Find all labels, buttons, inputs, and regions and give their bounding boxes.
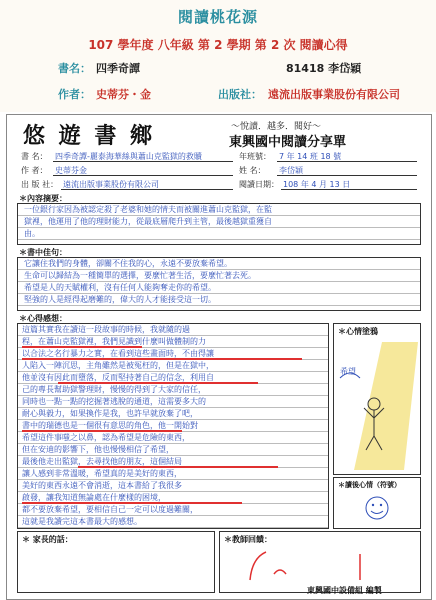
sheet-publisher-label: 出 版 社：: [21, 180, 59, 189]
mood-label: ＊讀後心情（符號）: [338, 481, 401, 489]
sheet-class-label: 年班號：: [239, 152, 271, 161]
reflection-line: 啟發，讓我知道無論處在什麼樣的困境，: [22, 493, 166, 502]
worksheet-logo: 悠 遊 書 鄉: [23, 124, 155, 149]
sheet-book-label: 書 名：: [21, 152, 48, 161]
reflection-line: 這篇其實我在讀這一段故事的時候，我就隨的過: [22, 325, 190, 334]
reflection-line: 這就是我讀完這本書最大的感想。: [22, 517, 142, 526]
teacher-underline: [78, 466, 278, 468]
quote-line: 它讓住我們的身體，卻關不住我的心，永遠不要放棄希望。: [24, 259, 232, 268]
worksheet-title: 東興國中閱讀分享單: [229, 135, 347, 150]
reflection-line: 但在安迪的影響下，他也慢慢相信了希望，: [22, 445, 174, 454]
book-title: 四季奇譚: [96, 62, 140, 75]
teacher-label: ＊教師回饋：: [224, 535, 272, 544]
summary-label: ＊內容摘要：: [19, 194, 67, 203]
sheet-publisher-value: 遠流出版事業股份有限公司: [63, 180, 159, 189]
quotes-box: [17, 257, 421, 311]
header-banner: [0, 0, 436, 112]
reflection-line: 美好的東西永遠不會消逝，這本書給了我很多: [22, 481, 182, 490]
sheet-author-value: 史蒂芬金: [55, 166, 87, 175]
parent-box: [17, 531, 215, 593]
sheet-name-value: 李岱穎: [279, 166, 303, 175]
sheet-date-label: 閱讀日期：: [239, 180, 279, 189]
teacher-underline: [22, 346, 142, 348]
sheet-name-label: 姓 名：: [239, 166, 266, 175]
doodle-label: ＊心情塗鴉: [338, 327, 378, 336]
reflection-line: 程，在蕭山克監獄裡，我們見識到什麼叫做體制的力: [22, 337, 206, 346]
teacher-underline: [22, 358, 302, 360]
underline: [277, 161, 417, 162]
sheet-author-label: 作 者：: [21, 166, 48, 175]
publisher-name: 遠流出版事業股份有限公司: [268, 88, 400, 101]
doodle-box: [333, 323, 421, 475]
reflection-line: 人陷入一陣沉思，主角雖然是被冤枉的，但是在獄中，: [22, 361, 214, 370]
sheet-book-value: 四季奇譚-麗泰海華絲與蕭山克監獄的救贖: [55, 152, 202, 161]
reflection-line: 他並沒有因此而墮落，反而堅持著自己的信念，利用自: [22, 373, 214, 382]
svg-text:希望: 希望: [340, 367, 356, 376]
reflection-line: 讓人感到非常溫暖，希望真的是美好的東西，: [22, 469, 182, 478]
page-title: 閱讀桃花源: [177, 8, 258, 26]
parent-label: ＊ 家長的話：: [22, 535, 73, 544]
reflection-line: 同時也一點一點的挖掘著逃脫的通道，這需要多大的: [22, 397, 206, 406]
summary-box: [17, 203, 421, 245]
summary-line: 獄裡，他運用了他的理財能力，從最底層爬升到主管，最後越獄重獲自: [24, 217, 272, 226]
summary-line: 一位銀行家因為被認定殺了老婆和她的情夫而被關進蕭山克監獄，在監: [24, 205, 272, 214]
sheet-class-value: 7 年 14 班 18 號: [279, 152, 342, 161]
underline: [277, 175, 417, 176]
teacher-underline: [22, 430, 182, 432]
mood-box: [333, 477, 421, 529]
reflection-line: 希望這件事嗤之以鼻，認為希望是危險的東西，: [22, 433, 190, 442]
publisher-label: 出版社：: [218, 88, 262, 101]
footer-credit: 東興國中設備組 編製: [307, 586, 382, 595]
reflection-line: 最後他走出監獄，去尋找他的朋友，這個結局: [22, 457, 182, 466]
term-line: 107 學年度 八年級 第 2 學期 第 2 次 閱讀心得: [88, 38, 348, 52]
reflection-box: [17, 323, 329, 529]
teacher-box: [219, 531, 421, 593]
reflection-line: 以合法之名行暴力之實，在看到這些畫面時，不由得讓: [22, 349, 214, 358]
reflection-line: 耐心與毅力，如果換作是我，也許早就放棄了吧，: [22, 409, 198, 418]
teacher-underline: [22, 502, 242, 504]
underline: [53, 175, 233, 176]
quote-line: 希望是人的天賦權利，沒有任何人能夠奪走你的希望。: [24, 283, 216, 292]
doodle-drawing: [334, 338, 420, 474]
reflection-line: 書中的瑞德也是一個很有意思的角色，他一開始對: [22, 421, 198, 430]
summary-line: 由。: [24, 229, 40, 238]
quotes-label: ＊書中佳句：: [19, 248, 67, 257]
quote-line: 堅強的人是經得起磨難的，偉大的人才能接受這一切。: [24, 295, 216, 304]
quote-line: 生命可以歸結為一種簡單的選擇，要麼忙著生活，要麼忙著去死。: [24, 271, 256, 280]
reflection-line: 己的專長幫助獄警理財，慢慢的得到了大家的信任，: [22, 385, 206, 394]
student-id: 81418 李岱穎: [286, 62, 362, 75]
reading-worksheet: [6, 114, 432, 600]
reflection-line: 都不要放棄希望，要相信自己一定可以度過難關，: [22, 505, 198, 514]
author-name: 史蒂芬・金: [96, 88, 151, 101]
reflection-label: ＊心得感想：: [19, 314, 67, 323]
underline: [61, 189, 233, 190]
underline: [53, 161, 233, 162]
underline: [281, 189, 417, 190]
teacher-underline: [58, 382, 258, 384]
sheet-date-value: 108 年 4 月 13 日: [283, 180, 351, 189]
worksheet-slogan: ～悅讀．越多．閱好～: [231, 122, 322, 132]
author-label: 作者：: [58, 88, 91, 101]
mood-symbol: [334, 492, 420, 526]
teacher-mark: [220, 544, 420, 590]
book-label: 書名：: [58, 62, 91, 75]
